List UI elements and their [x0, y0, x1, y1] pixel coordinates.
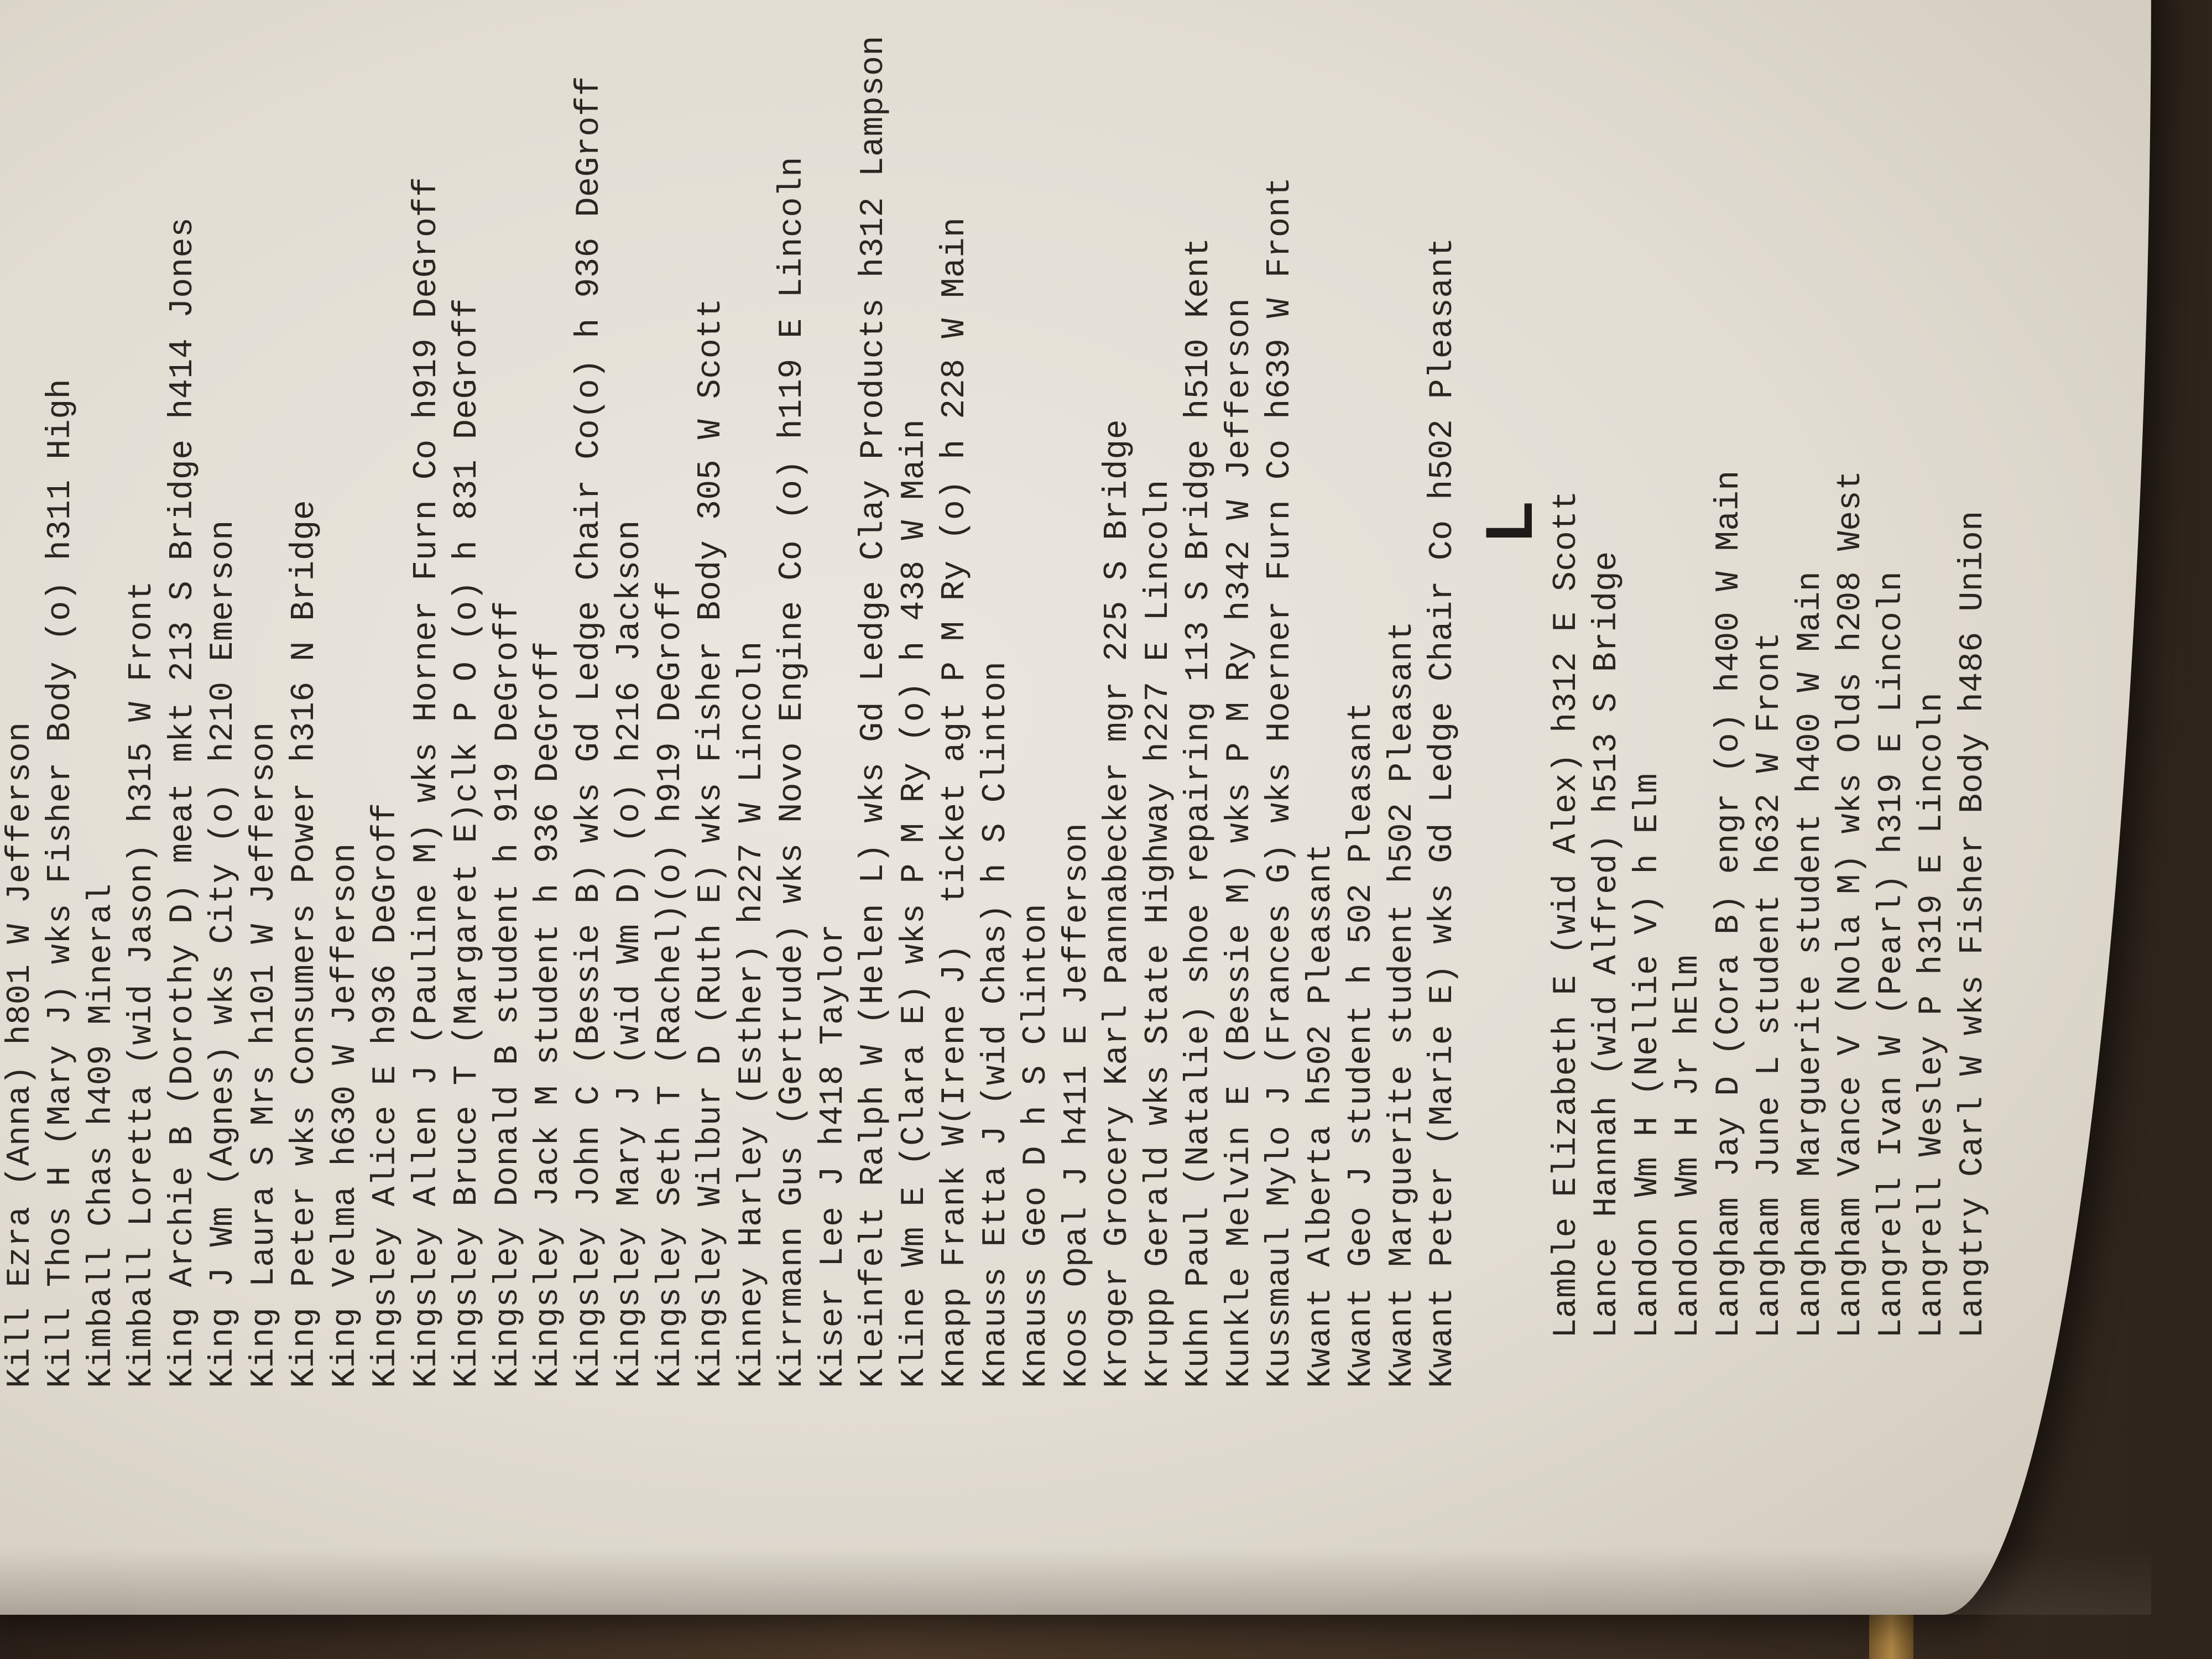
directory-entry: Kirrmann Gus (Gertrude) wks Novo Engine Co (o) h119 E Lincoln: [774, 156, 811, 1388]
directory-entry: Kimball Loretta (wid Jason) h315 W Front: [123, 580, 161, 1388]
directory-entry: Kroger Grocery Karl Pannabecker mgr 225 S Bridge: [1099, 419, 1136, 1388]
directory-entry: Kingsley Bruce T (Margaret E)clk P O (o) h 831 DeGroff: [448, 298, 486, 1388]
directory-entry: Kussmaul Mylo J (Frances G) wks Hoerner Furn Co h639 W Front: [1261, 176, 1299, 1388]
directory-entry: Kingsley Donald B student h 919 DeGroff: [489, 601, 527, 1388]
directory-entry: Knauss Geo D h S Clinton: [1018, 903, 1055, 1388]
directory-entry: Kingsley Wilbur D (Ruth E) wks Fisher Body 305 W Scott: [692, 298, 730, 1388]
directory-entry: Kuhn Paul (Natalie) shoe repairing 113 S Bridge h510 Kent: [1180, 237, 1218, 1388]
directory-entry: Kingsley Mary J (wid Wm D) (o) h216 Jackson: [611, 520, 649, 1388]
directory-entry: Landon Wm H Jr hElm: [1670, 954, 1707, 1338]
section-letter: L: [1472, 501, 1546, 542]
directory-entry: Kingsley Jack M student h 936 DeGroff: [530, 641, 567, 1388]
directory-entry: Langtry Carl W wks Fisher Body h486 Union: [1954, 510, 1992, 1338]
directory-entry: Kingsley Allen J (Pauline M) wks Horner Furn Co h919 DeGroff: [408, 176, 446, 1388]
directory-entry: Knapp Frank W(Irene J) ticket agt P M Ry (o) h 228 W Main: [936, 217, 974, 1388]
directory-entry: King Laura S Mrs h101 W Jefferson: [245, 722, 283, 1388]
directory-entry: Kingsley Seth T (Rachel)(o) h919 DeGroff: [651, 580, 690, 1388]
directory-entry: Koos Opal J h411 E Jefferson: [1058, 822, 1096, 1388]
directory-entry: Knauss Etta J (wid Chas) h S Clinton: [977, 661, 1015, 1388]
directory-entry: Langham Jay D (Cora B) engr (o) h400 W Main: [1710, 470, 1748, 1338]
directory-entry: Lance Hannah (wid Alfred) h513 S Bridge: [1588, 551, 1626, 1338]
directory-entry: Kunkle Melvin E (Bessie M) wks P M Ry h342 W Jefferson: [1220, 298, 1259, 1388]
directory-entry: Landon Wm H (Nellie V) h Elm: [1629, 773, 1667, 1338]
directory-entry: Kill Thos H (Mary J) wks Fisher Body (o) h311 High: [42, 378, 80, 1388]
directory-entry: King Peter wks Consumers Power h316 N Bridge: [286, 499, 324, 1388]
directory-entry: King Archie B (Dorothy D) meat mkt 213 S Bridge h414 Jones: [164, 217, 202, 1388]
directory-entry: King Velma h630 W Jefferson: [326, 843, 364, 1388]
directory-entry: Kiser Lee J h418 Taylor: [814, 924, 852, 1388]
directory-entry: Langham June L student h632 W Front: [1751, 632, 1788, 1338]
directory-entry: Kingsley Alice E h936 DeGroff: [367, 802, 405, 1388]
directory-entry: Kill Ezra (Anna) h801 W Jefferson: [1, 722, 39, 1388]
directory-entry: Kwant Marguerite student h502 Pleasant: [1383, 620, 1421, 1388]
directory-entry: Kleinfelt Ralph W (Helen L) wks Gd Ledge Clay Products h312 Lampson: [855, 35, 893, 1388]
directory-entry: Lamble Elizabeth E (wid Alex) h312 E Scott: [1547, 490, 1585, 1338]
directory-entry: Langrell Wesley P h319 E Lincoln: [1913, 692, 1951, 1338]
directory-entry: Kinney Harley (Esther) h227 W Lincoln: [733, 641, 771, 1388]
directory-entry: Langrell Ivan W (Pearl) h319 E Lincoln: [1872, 571, 1911, 1338]
directory-entry: Langham Marguerite student h400 W Main: [1791, 571, 1829, 1338]
directory-entry: Kwant Alberta h502 Pleasant: [1302, 843, 1340, 1388]
directory-entry: Langham Vance V (Nola M) wks Olds h208 West: [1832, 470, 1870, 1338]
directory-entry: King J Wm (Agnes) wks City (o) h210 Emerson: [205, 520, 242, 1388]
directory-entry: Kimball Chas h409 Mineral: [82, 883, 121, 1388]
directory-entry: Kline Wm E (Clara E) wks P M Ry (o) h 438 W Main: [895, 419, 933, 1388]
directory-entry: Kwant Peter (Marie E) wks Gd Ledge Chair Co h502 Pleasant: [1424, 237, 1462, 1388]
directory-entry: Kingsley John C (Bessie B) wks Gd Ledge Chair Co(o) h 936 DeGroff: [570, 76, 608, 1388]
directory-entry: Krupp Gerald wks State Highway h227 E Lincoln: [1139, 479, 1177, 1388]
directory-entry: Kwant Geo J student h 502 Pleasant: [1343, 701, 1380, 1388]
